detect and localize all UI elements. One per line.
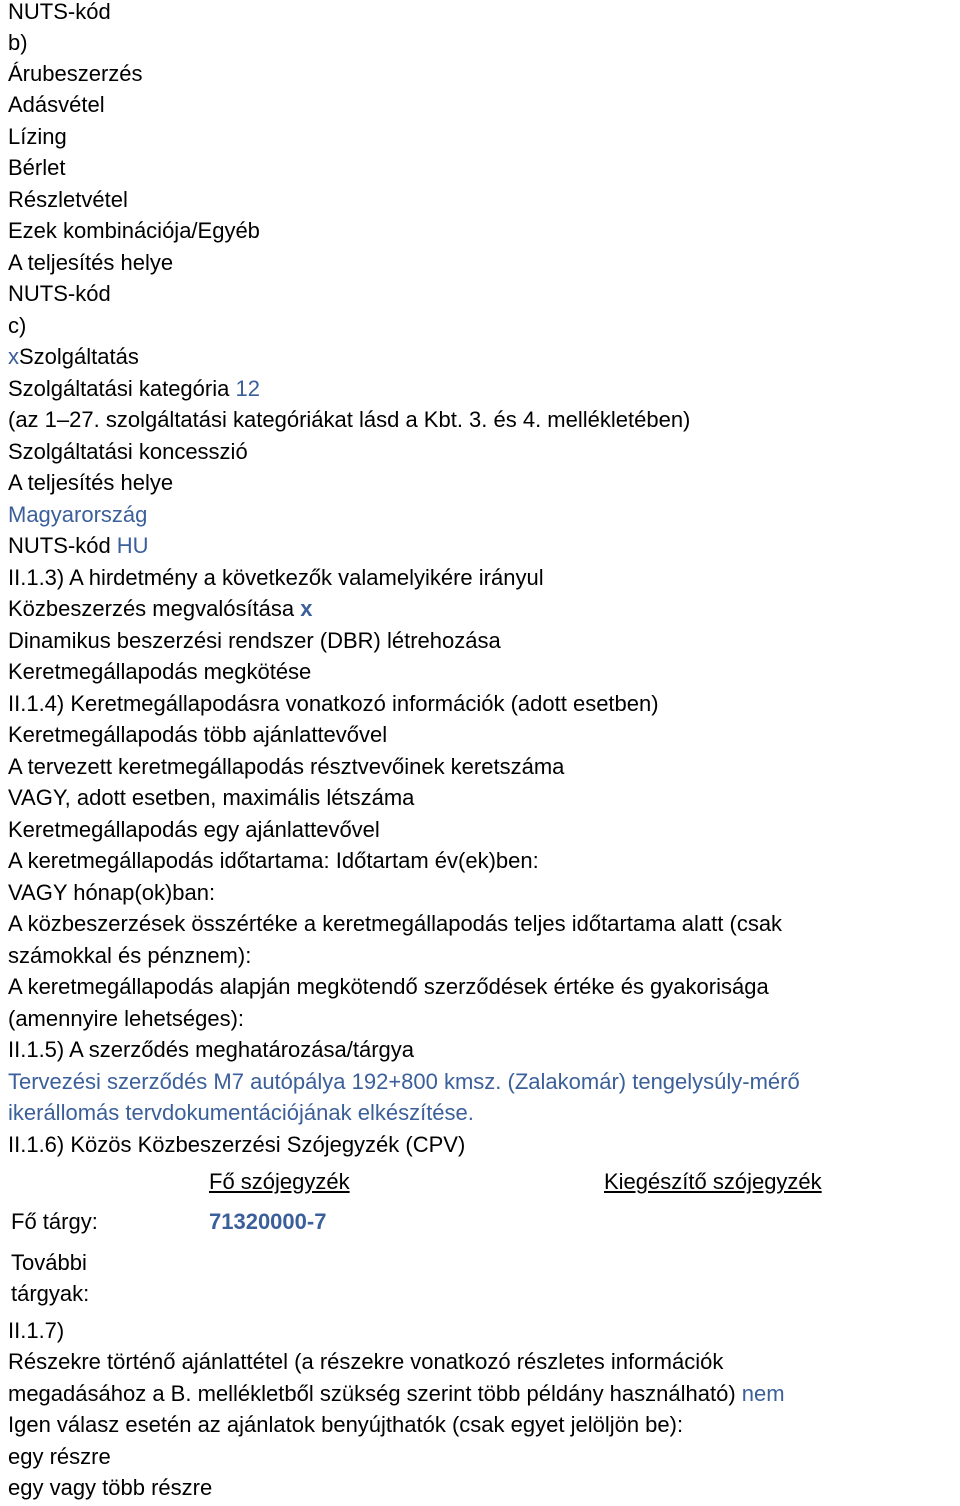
- one-lot-label: egy részre: [8, 1444, 111, 1469]
- section-heading-ii-1-3: II.1.3) A hirdetmény a következők valamelyikére irányul: [8, 565, 544, 590]
- service-category-label: Szolgáltatási kategória: [8, 376, 236, 401]
- framework-duration-years-label: A keretmegállapodás időtartama: Időtartam év(ek)ben:: [8, 848, 539, 873]
- hire-purchase-label: Részletvétel: [8, 187, 128, 212]
- lots-line-2: [8, 1379, 785, 1409]
- framework-participants-label: A tervezett keretmegállapodás résztvevőinek keretszáma: [8, 754, 565, 779]
- nuts-code-label: NUTS-kód: [8, 281, 111, 306]
- cpv-additional-objects-label-2: tárgyak:: [11, 1281, 90, 1306]
- rental-label: Bérlet: [8, 155, 66, 180]
- framework-max-label: VAGY, adott esetben, maximális létszáma: [8, 785, 415, 810]
- service-category-value: 12: [235, 376, 260, 401]
- services-line: [8, 342, 139, 372]
- section-b-label: b): [8, 30, 28, 55]
- nuts-code-line: [8, 531, 149, 561]
- one-or-more-lots-label: egy vagy több részre: [8, 1475, 213, 1500]
- place-of-performance-label: A teljesítés helye: [8, 250, 174, 275]
- service-concession-label: Szolgáltatási koncesszió: [8, 439, 248, 464]
- lots-label-2: megadásához a B. mellékletből szükség szerint több példány használható): [8, 1381, 742, 1406]
- nuts-code-value: HU: [116, 533, 149, 558]
- services-label: Szolgáltatás: [19, 344, 139, 369]
- cpv-main-vocabulary-header: Fő szójegyzék: [209, 1169, 350, 1194]
- total-value-label-1: A közbeszerzések összértéke a keretmegállapodás teljes időtartama alatt (csak: [8, 911, 783, 936]
- place-of-performance-value: Magyarország: [8, 502, 148, 527]
- section-heading-ii-1-7: II.1.7): [8, 1318, 65, 1343]
- section-heading-ii-1-5: II.1.5) A szerződés meghatározása/tárgya: [8, 1037, 415, 1062]
- contract-frequency-label-2: (amennyire lehetséges):: [8, 1006, 245, 1031]
- combination-label: Ezek kombinációja/Egyéb: [8, 218, 260, 243]
- cpv-main-object-label: Fő tárgy:: [11, 1209, 98, 1234]
- lots-label-1: Részekre történő ajánlattétel (a részekre vonatkozó részletes információk: [8, 1349, 724, 1374]
- framework-label: Keretmegállapodás megkötése: [8, 659, 312, 684]
- framework-single-label: Keretmegállapodás egy ajánlattevővel: [8, 817, 380, 842]
- nuts-code-label: NUTS-kód: [8, 0, 111, 24]
- public-contract-checkmark: x: [300, 596, 313, 621]
- framework-duration-months-label: VAGY hónap(ok)ban:: [8, 880, 216, 905]
- public-contract-line: [8, 594, 313, 624]
- public-contract-label: Közbeszerzés megvalósítása: [8, 596, 301, 621]
- lots-submission-label: Igen válasz esetén az ajánlatok benyújthatók (csak egyet jelöljön be):: [8, 1412, 684, 1437]
- section-c-label: c): [8, 313, 27, 338]
- lots-value: nem: [741, 1381, 785, 1406]
- contract-frequency-label-1: A keretmegállapodás alapján megkötendő szerződések értéke és gyakorisága: [8, 974, 769, 999]
- service-category-note: (az 1–27. szolgáltatási kategóriákat lásd a Kbt. 3. és 4. mellékletében): [8, 407, 691, 432]
- contract-description-1: Tervezési szerződés M7 autópálya 192+800 kmsz. (Zalakomár) tengelysúly-mérő: [8, 1069, 800, 1094]
- nuts-code-label: NUTS-kód: [8, 533, 117, 558]
- cpv-supplementary-vocabulary-header: Kiegészítő szójegyzék: [604, 1169, 822, 1194]
- service-category-line: [8, 374, 260, 404]
- cpv-main-object-value: 71320000-7: [209, 1209, 327, 1234]
- contract-description-2: ikerállomás tervdokumentációjának elkészítése.: [8, 1100, 474, 1125]
- dps-label: Dinamikus beszerzési rendszer (DBR) létrehozása: [8, 628, 501, 653]
- supplies-label: Árubeszerzés: [8, 61, 143, 86]
- leasing-label: Lízing: [8, 124, 67, 149]
- purchase-label: Adásvétel: [8, 92, 105, 117]
- place-of-performance-label: A teljesítés helye: [8, 470, 174, 495]
- section-heading-ii-1-6: II.1.6) Közös Közbeszerzési Szójegyzék (CPV): [8, 1132, 466, 1157]
- section-heading-ii-1-4: II.1.4) Keretmegállapodásra vonatkozó információk (adott esetben): [8, 691, 659, 716]
- framework-multiple-label: Keretmegállapodás több ajánlattevővel: [8, 722, 388, 747]
- total-value-label-2: számokkal és pénznem):: [8, 943, 252, 968]
- services-checkmark: x: [8, 344, 19, 369]
- cpv-additional-objects-label-1: További: [11, 1250, 87, 1275]
